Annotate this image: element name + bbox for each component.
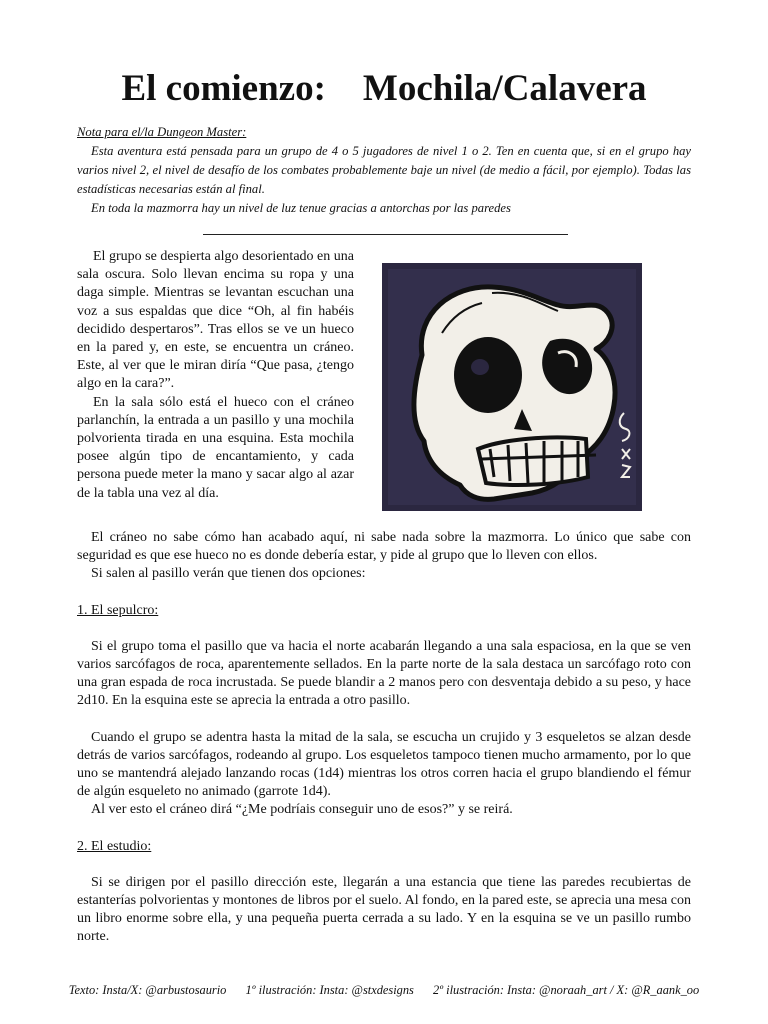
body-paragraph: Si el grupo toma el pasillo que va hacia el norte acabarán llegando a una sala espaciosa, en la que se ven varios sarcófagos de roca, aparentemente sellados. En la parte norte de la sala destaca un sarcófago roto con una gran espada de roca incrustada. Se puede blandir a 2 manos pero con desventaja debido a su peso, y hace 2d10. En la esquina este se aprecia la entrada a otro pasillo. bbox=[77, 638, 691, 709]
body-paragraph: El cráneo no sabe cómo han acabado aquí, ni sabe nada sobre la mazmorra. Lo único que sabe con seguridad es que ese hueco no es donde debería estar, y pide al grupo que lo lleven con ellos. bbox=[77, 530, 691, 564]
credit-illustration-2: 2º ilustración: Insta: @noraah_art / X: @R_aank_oo bbox=[433, 983, 700, 997]
body-paragraph: Al ver esto el cráneo dirá “¿Me podríais conseguir uno de esos?” y se reirá. bbox=[91, 802, 513, 818]
body-paragraph: Cuando el grupo se adentra hasta la mitad de la sala, se escucha un crujido y 3 esqueletos se alzan desde detrás de varios sarcófagos, rodeando al grupo. Los esqueletos tampoco tienen mucho armamento, por lo que uno se mantendrá alejado lanzando rocas (1d4) mientras los otros corren hacia el grupo blandiendo el fémur de algún esqueleto no animado (garrote 1d4). bbox=[77, 729, 691, 800]
body-paragraph: Si se dirigen por el pasillo dirección este, llegarán a una estancia que tiene las paredes recubiertas de estanterías polvorientas y montones de libros por el suelo. Al fondo, en la pared este, se aprecia una mesa con un libro enorme sobre ella, y una pequeña puerta cerrada a su lado. Y en la esquina se ve un pasillo rumbo norte. bbox=[77, 874, 691, 945]
intro-text bbox=[77, 248, 354, 503]
intro-paragraph: El grupo se despierta algo desorientado en una sala oscura. Solo llevan encima su ropa y una daga simple. Mientras se levantan escuchan una voz a sus espaldas que dice “Oh, al fin habéis decidido despertaros”. Tras ellos se ve un hueco en la pared y, en este, se encuentra un cráneo. Este, al ver que le miran diría “Que pasa, ¿tengo algo en la cara?”. bbox=[77, 249, 354, 392]
section-heading-sepulcro: 1. El sepulcro: bbox=[77, 602, 159, 618]
credit-illustration-1: 1º ilustración: Insta: @stxdesigns bbox=[245, 983, 414, 997]
main-text bbox=[77, 529, 691, 947]
dm-note-heading: Nota para el/la Dungeon Master: bbox=[77, 125, 247, 139]
dm-note-paragraph: En toda la mazmorra hay un nivel de luz tenue gracias a antorchas por las paredes bbox=[91, 201, 511, 215]
page-title: El comienzo: Mochila/Calavera bbox=[121, 68, 647, 109]
divider bbox=[203, 234, 568, 235]
body-paragraph: Si salen al pasillo verán que tienen dos opciones: bbox=[91, 566, 366, 582]
dm-note-paragraph: Esta aventura está pensada para un grupo de 4 o 5 jugadores de nivel 1 o 2. Ten en cuenta que, si en el grupo hay varios nivel 2, el nivel de desafío de los combates probablemente baje un nivel (de medio a fácil, por ejemplo). Todas las estadísticas necesarias están al final. bbox=[77, 144, 691, 196]
skull-illustration bbox=[382, 263, 642, 511]
credits-footer bbox=[0, 983, 768, 998]
section-heading-estudio: 2. El estudio: bbox=[77, 838, 152, 854]
dm-note bbox=[77, 123, 691, 218]
intro-paragraph: En la sala sólo está el hueco con el cráneo parlanchín, la entrada a un pasillo y una mochila polvorienta tirada en una esquina. Esta mochila posee algún tipo de encantamiento, y cada persona puede meter la mano y sacar algo al azar de la tabla una vez al día. bbox=[77, 394, 354, 501]
credit-text: Texto: Insta/X: @arbustosaurio bbox=[68, 983, 227, 997]
